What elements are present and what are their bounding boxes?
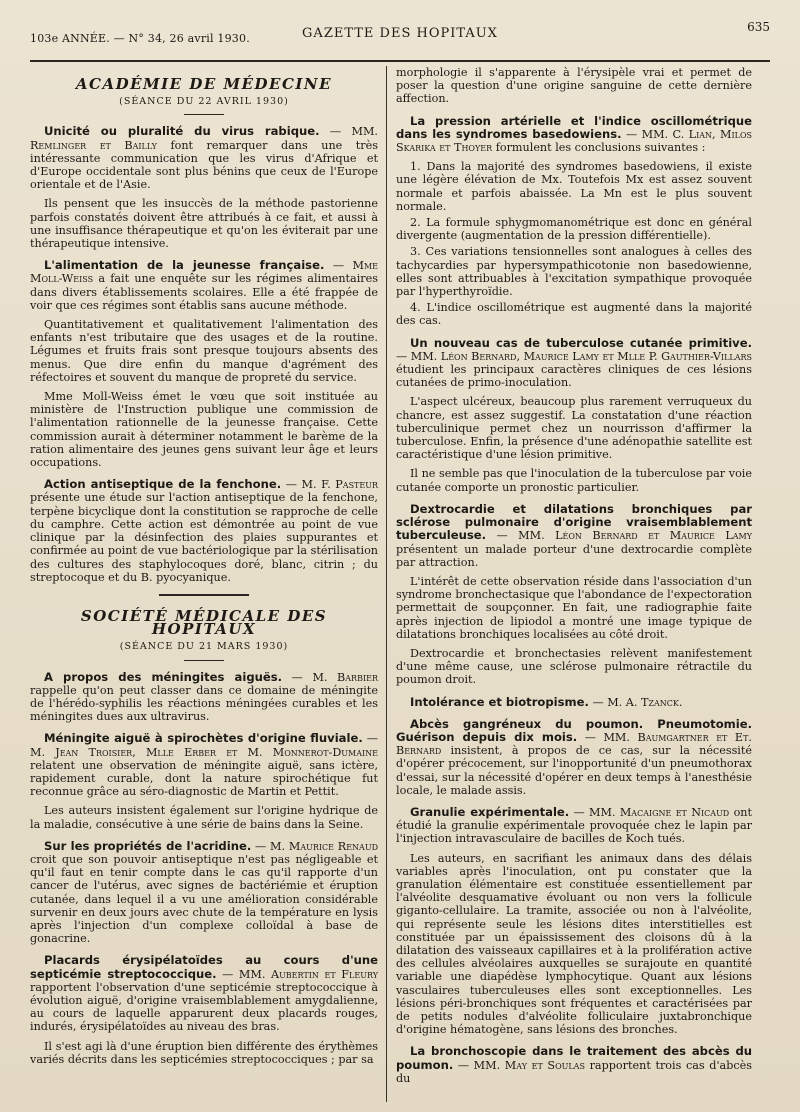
header-rule (30, 60, 770, 62)
article-paragraph: Mme Moll-Weiss émet le vœu que soit instituée au ministère de l'Instruction publique une commission de l'alimentation rationnelle de la jeunesse française. Cette commission aurait à déterminer notamment le barème de la ration alimentaire des jeunes gens suivant leur âge et leurs occupations. (30, 390, 378, 470)
article-dextrocardie (396, 503, 752, 569)
page-header (30, 14, 770, 54)
article-title: Granulie expérimentale. (410, 804, 570, 819)
article-body: présentent un malade porteur d'une dextrocardie complète par attraction. (396, 542, 752, 569)
article-title: Placards érysipélatoïdes au cours d'une septicémie streptococcique. (30, 953, 378, 981)
article-acridine (30, 840, 378, 946)
article-authors: — MM. C. Lian, Milos Skarika et Thoyer (396, 127, 752, 155)
article-body: formulent les conclusions suivantes : (492, 141, 706, 155)
article-bronchoscopie (396, 1045, 752, 1085)
article-title: A propos des méningites aiguës. (44, 669, 283, 684)
article-authors: — M. F. Pasteur (281, 478, 378, 492)
article-rabies (30, 125, 378, 191)
article-title: La bronchoscopie dans le traitement des abcès du poumon. (396, 1044, 752, 1072)
article-title: La pression artérielle et l'indice oscillométrique dans les syndromes basedowiens. (396, 113, 752, 141)
article-body: présente une étude sur l'action antiseptique de la fenchone, terpène bicyclique dont la constitution se rapproche de celle du camphre. Cette action est démontrée au point de vue clinique par la désinfection des plaies suppurantes et confirmée au point de vue bactériologique par la stérilisation des cultures des staphylocoques doré, blanc, citrin ; du streptocoque et du B. pyocyanique. (30, 491, 379, 584)
article-authors: — M. Barbier (282, 670, 378, 684)
article-authors: — MM. Aubertin et Fleury (216, 967, 378, 981)
section-session-academie: (SÉANCE DU 22 AVRIL 1930) (119, 96, 289, 108)
article-body: étudient les principaux caractères cliniques de ces lésions cutanées de primo-inoculation. (396, 363, 752, 390)
list-item: 3. Ces variations tensionnelles sont analogues à celles des tachycardies par hypersympathicotonie non basedowienne, elles sont attribuables à l'excitation sympathique provoquée par l'hyperthyroïdie. (396, 245, 752, 299)
article-title: Sur les propriétés de l'acridine. (44, 838, 252, 853)
section-title-societe: SOCIÉTÉ MÉDICALE DES HOPITAUX (80, 606, 328, 639)
article-title: Abcès gangréneux du poumon. Pneumotomie. Guérison depuis dix mois. (396, 716, 752, 744)
article-title: Action antiseptique de la fenchone. (44, 477, 282, 492)
article-authors: — MM. Baumgartner et Et. Bernard (396, 730, 752, 758)
list-item: 2. La formule sphygmomanométrique est donc en général divergente (augmentation de la pression différentielle). (396, 216, 752, 243)
column-divider (386, 66, 387, 1102)
article-authors: — MM. Macaigne et Nicaud (569, 805, 730, 819)
article-body: rappelle qu'on peut classer dans ce domaine de méningite de l'hérédo-syphilis les réactions méningées curables et les méningites dues aux ultravirus. (30, 683, 378, 724)
article-title: Intolérance et biotropisme. (410, 694, 589, 709)
article-placards (30, 954, 378, 1033)
article-title: Méningite aiguë à spirochètes d'origine fluviale. (44, 731, 363, 746)
article-nutrition (30, 259, 378, 312)
article-body: font remarquer dans une très intéressante communication que les virus d'Afrique et d'Europe occidentale sont plus bénins que ceux de l'Europe orientale et de l'Asie. (30, 138, 378, 192)
article-authors: — M. A. Tzanck. (588, 695, 683, 709)
article-tuberculose (396, 337, 752, 390)
section-title-academie: ACADÉMIE DE MÉDECINE (75, 75, 333, 93)
article-paragraph: Il ne semble pas que l'inoculation de la tuberculose par voie cutanée comporte un pronostic particulier. (396, 467, 752, 494)
right-column (396, 66, 752, 1104)
article-fenchone (30, 478, 378, 584)
article-authors: — MM. May et Soulas (453, 1058, 585, 1072)
article-meningites (30, 671, 378, 724)
page-number: 635 (747, 20, 770, 34)
article-authors: — M. Maurice Renaud (251, 839, 378, 853)
left-column (30, 66, 378, 1104)
article-body: a fait une enquête sur les régimes alimentaires dans divers établissements scolaires. Elle a été frappée de voir que ces régimes sont établis sans aucune méthode. (30, 272, 378, 312)
article-authors: — MM. Léon Bernard et Maurice Lamy (486, 529, 752, 543)
article-body: relatent une observation de méningite aiguë, sans ictère, rapidement curable, dont la nature spirochétique fut reconnue grâce au séro-diagnostic de Martin et Pettit. (30, 758, 378, 799)
continued-paragraph: morphologie il s'apparente à l'érysipèle vrai et permet de poser la question d'une origine sanguine de cette dernière affection. (396, 66, 752, 106)
section-divider (159, 594, 249, 596)
article-paragraph: Dextrocardie et bronchectasies relèvent manifestement d'une même cause, une sclérose pulmonaire rétractile du poumon droit. (396, 646, 752, 687)
article-paragraph: Les auteurs, en sacrifiant les animaux dans des délais variables après l'inoculation, ont pu constater que la granulation élémentaire est constituée essentiellement par l'alvéolite desquamative évoluant ou non vers la follicule giganto-cellulaire. La tramite, associée ou non à l'alvéolite, qui représente seule les lésions dites interstitielles est constituée par un épaississement des cloisons dû à la dilatation des vaisseaux capillaires et à la prolifération active des cellules alvéolaires auxquelles se surajoute en quantité variable une diapédèse lymphocytique. Quant aux lésions vasculaires tuberculeuses elles sont exceptionnelles. Les lésions péri-bronchiques sont fréquentes et caractérisées par de petits nodules d'alvéolite folliculaire juxtabronchique d'origine hématogène, sans lésions des bronches. (396, 851, 752, 1037)
article-title: Un nouveau cas de tuberculose cutanée primitive. (410, 335, 752, 350)
article-body: ont étudié la granulie expérimentale provoquée chez le lapin par l'injection intravasculaire de bacilles de Koch tués. (396, 805, 753, 846)
section-session-societe: (SÉANCE DU 21 MARS 1930) (119, 641, 289, 653)
issue-line: 103e ANNÉE. — N° 34, 26 avril 1930. (30, 32, 250, 45)
list-item: 4. L'indice oscillométrique est augmenté dans la majorité des cas. (396, 301, 752, 328)
article-biotropisme (396, 696, 752, 709)
article-title: L'alimentation de la jeunesse française. (44, 258, 325, 273)
article-body: croit que son pouvoir antiseptique n'est pas négligeable et qu'il faut en tenir compte dans le cas qu'il rapporte d'un cancer de l'utérus, avec signes de bactériémie et éruption cutanée, dans lequel il a vu une amélioration considérable survenir en deux jours avec chute de la température en lysis après l'injection d'un complexe colloïdal à base de gonacrine. (30, 852, 378, 946)
article-pression (396, 115, 752, 155)
article-spirochetes (30, 732, 378, 798)
article-title: Dextrocardie et dilatations bronchiques par sclérose pulmonaire d'origine vraisemblablement tuberculeuse. (396, 501, 752, 543)
short-rule (184, 660, 224, 661)
short-rule (184, 114, 224, 115)
journal-title: GAZETTE DES HOPITAUX (302, 26, 498, 41)
article-title: Unicité ou pluralité du virus rabique. (44, 124, 320, 139)
article-abces (396, 718, 752, 797)
article-authors: — M. Jean Troisier, Mlle Erber et M. Monnerot-Dumaine (30, 732, 378, 759)
article-paragraph: Les auteurs insistent également sur l'origine hydrique de la maladie, consécutive à une série de bains dans la Seine. (30, 804, 378, 831)
article-authors: — MM. Remlinger et Bailly (30, 125, 378, 152)
article-body: insistent, à propos de ce cas, sur la nécessité d'opérer précocement, sur l'inopportunité d'un pneumothorax d'essai, sur la nécessité d'opérer en deux temps à l'anesthésie locale, le malade assis. (396, 744, 752, 797)
article-body: rapportent l'observation d'une septicémie streptococcique à évolution aiguë, d'origine vraisemblablement amygdalienne, au cours de laquelle apparurent deux placards rouges, indurés, érysipélatoïdes au niveau des bras. (30, 980, 378, 1034)
article-body: rapportent trois cas d'abcès du (396, 1058, 752, 1085)
article-paragraph: L'aspect ulcéreux, beaucoup plus rarement verruqueux du chancre, est assez suggestif. La constatation d'une réaction tuberculinique permet chez un nourrisson d'affirmer la tuberculose. Enfin, la présence d'une adénopathie satellite est caractéristique d'une lésion primitive. (396, 395, 752, 462)
list-item: 1. Dans la majorité des syndromes basedowiens, il existe une légère élévation de Mx. Toutefois Mx est assez souvent normale et parfois abaissée. La Mn est le plus souvent normale. (396, 160, 752, 213)
article-paragraph: Il s'est agi là d'une éruption bien différente des érythèmes variés décrits dans les septicémies streptococciques ; par sa (30, 1039, 378, 1066)
article-paragraph: L'intérêt de cette observation réside dans l'association d'un syndrome bronchectasique que l'abondance de l'expectoration permettait de soupçonner. En fait, une radiographie faite après injection de lipiodol a montré une image typique de dilatations bronchiques localisées au côté droit. (396, 574, 752, 641)
article-authors: — MM. Léon Bernard, Maurice Lamy et Mlle P. Gauthier-Villars (396, 349, 752, 363)
conclusions-list (396, 160, 752, 327)
article-paragraph: Quantitativement et qualitativement l'alimentation des enfants n'est tributaire que des usages et de la routine. Légumes et fruits frais sont presque toujours absents des menus. Que dire enfin du manque d'agrément des réfectoires et souvent du manque de propreté du service. (30, 318, 378, 384)
article-authors: — Mme Moll-Weiss (30, 259, 378, 286)
article-granulie (396, 806, 752, 846)
article-paragraph: Ils pensent que les insuccès de la méthode pastorienne parfois constatés doivent être attribués à ce fait, et aussi à une insuffisance thérapeutique et qu'on les éviterait par une thérapeutique intensive. (30, 197, 378, 251)
